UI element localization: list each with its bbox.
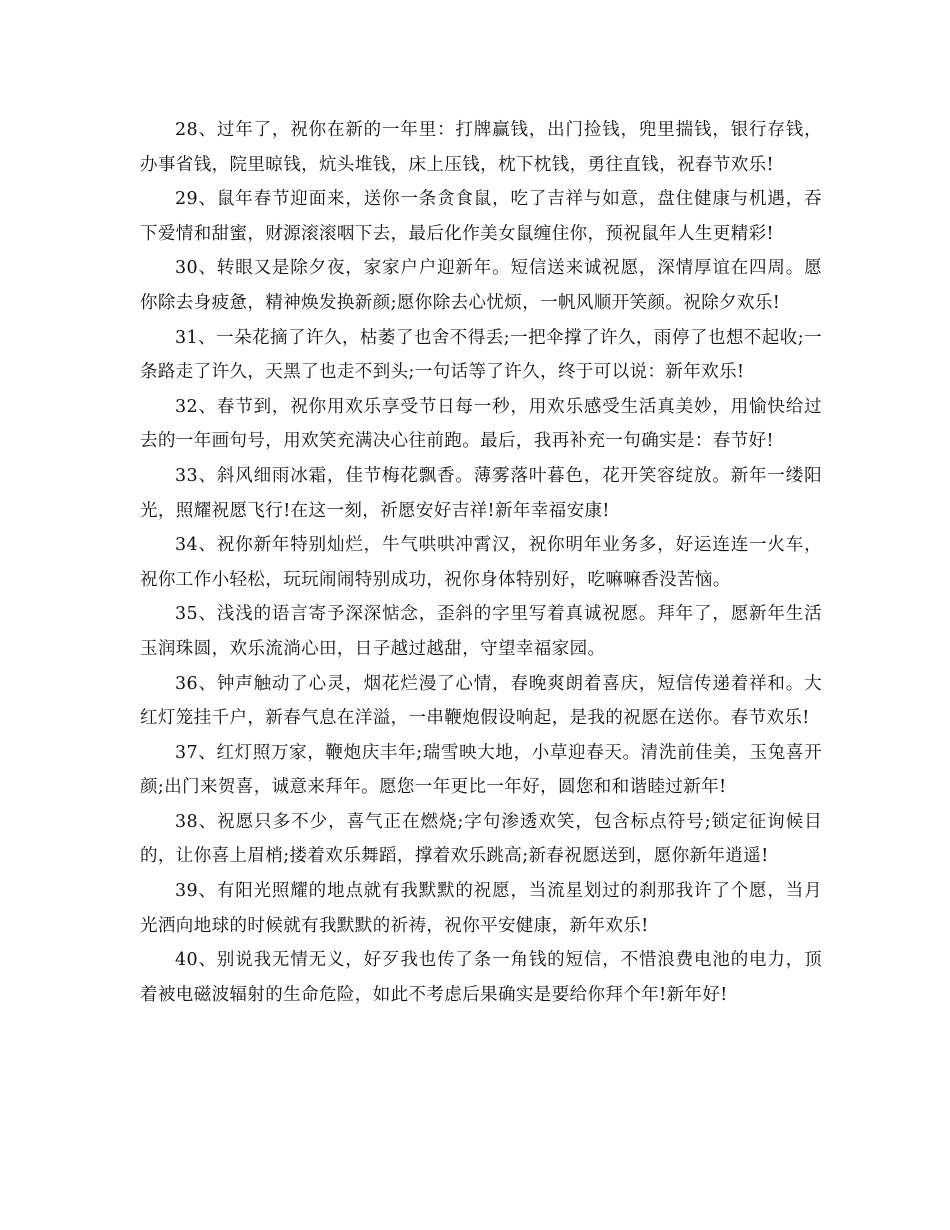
paragraph-28: 28、过年了，祝你在新的一年里：打牌赢钱，出门捡钱，兜里揣钱，银行存钱，办事省钱，院里晾钱，炕头堆钱，床上压钱，枕下枕钱，勇往直钱，祝春节欢乐!: [140, 120, 822, 175]
paragraph-37: 37、红灯照万家，鞭炮庆丰年;瑞雪映大地，小草迎春天。清洗前佳美，玉兔喜开颜;出门来贺喜，诚意来拜年。愿您一年更比一年好，圆您和和谐睦过新年!: [140, 742, 822, 798]
paragraph-38: 38、祝愿只多不少，喜气正在燃烧;字句渗透欢笑，包含标点符号;锁定征询候目的，让你喜上眉梢;搂着欢乐舞蹈，撑着欢乐跳高;新春祝愿送到，愿你新年逍遥!: [140, 811, 822, 867]
paragraph-33: 33、斜风细雨冰霜，佳节梅花飘香。薄雾落叶暮色，花开笑容绽放。新年一缕阳光，照耀祝愿飞行!在这一刻，祈愿安好吉祥!新年幸福安康!: [140, 465, 822, 521]
paragraph-31: 31、一朵花摘了许久，枯萎了也舍不得丢;一把伞撑了许久，雨停了也想不起收;一条路走了许久，天黑了也走不到头;一句话等了许久，终于可以说：新年欢乐!: [140, 327, 822, 383]
paragraph-36: 36、钟声触动了心灵，烟花烂漫了心情，春晚爽朗着喜庆，短信传递着祥和。大红灯笼挂千户，新春气息在洋溢，一串鞭炮假设响起，是我的祝愿在送你。春节欢乐!: [140, 673, 822, 729]
paragraph-30: 30、转眼又是除夕夜，家家户户迎新年。短信送来诚祝愿，深情厚谊在四周。愿你除去身疲惫，精神焕发换新颜;愿你除去心忧烦，一帆风顺开笑颜。祝除夕欢乐!: [140, 258, 822, 313]
paragraph-32: 32、春节到，祝你用欢乐享受节日每一秒，用欢乐感受生活真美妙，用愉快给过去的一年画句号，用欢笑充满决心往前跑。最后，我再补充一句确实是：春节好!: [140, 396, 822, 452]
paragraph-34: 34、祝你新年特别灿烂，牛气哄哄冲霄汉，祝你明年业务多，好运连连一火车，祝你工作小轻松，玩玩闹闹特别成功，祝你身体特别好，吃嘛嘛香没苦恼。: [140, 535, 822, 590]
paragraph-39: 39、有阳光照耀的地点就有我默默的祝愿，当流星划过的刹那我许了个愿，当月光洒向地球的时候就有我默默的祈祷，祝你平安健康，新年欢乐!: [140, 881, 822, 936]
paragraph-35: 35、浅浅的语言寄予深深惦念，歪斜的字里写着真诚祝愿。拜年了，愿新年生活玉润珠圆，欢乐流淌心田，日子越过越甜，守望幸福家园。: [140, 604, 822, 659]
paragraph-40: 40、别说我无情无义，好歹我也传了条一角钱的短信，不惜浪费电池的电力，顶着被电磁波辐射的生命危险，如此不考虑后果确实是要给你拜个年!新年好!: [140, 950, 822, 1005]
document-body: [140, 113, 822, 1012]
paragraph-29: 29、鼠年春节迎面来，送你一条贪食鼠，吃了吉祥与如意，盘住健康与机遇，吞下爱情和甜蜜，财源滚滚咽下去，最后化作美女鼠缠住你，预祝鼠年人生更精彩!: [140, 189, 822, 244]
